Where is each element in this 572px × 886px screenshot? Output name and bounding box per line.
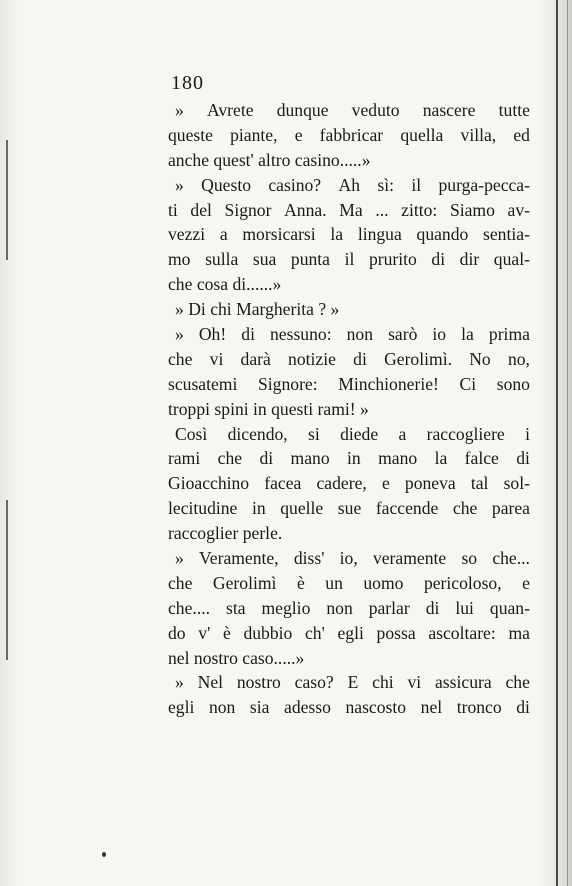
- text-line: queste piante, e fabbricar quella villa, ed: [168, 124, 530, 145]
- text-line: lecitudine in quelle sue faccende che parea: [168, 498, 530, 519]
- text-line: Così dicendo, si diede a raccogliere i: [175, 423, 530, 444]
- text-line: scusatemi Signore: Minchionerie! Ci sono: [168, 373, 530, 394]
- text-line: nel nostro caso.....»: [168, 647, 305, 668]
- text-line: che vi darà notizie di Gerolimì. No no,: [168, 348, 530, 369]
- text-line: raccoglier perle.: [168, 523, 283, 544]
- text-line: che Gerolimì è un uomo pericoloso, e: [168, 572, 530, 593]
- text-line: anche quest' altro casino.....»: [168, 149, 371, 170]
- ink-speck: [102, 852, 106, 857]
- text-line: » Avrete dunque veduto nascere tutte: [175, 100, 530, 120]
- text-line: vezzi a morsicarsi la lingua quando sentia-: [168, 224, 530, 245]
- text-line: mo sulla sua punta il prurito di dir qual-: [168, 249, 530, 270]
- text-line: » Di chi Margherita ? »: [175, 299, 340, 320]
- text-line: do v' è dubbio ch' egli possa ascoltare: ma: [168, 622, 530, 643]
- binding-mark: [6, 500, 8, 660]
- text-line: » Questo casino? Ah sì: il purga-pecca-: [175, 174, 530, 195]
- text-line: troppi spini in questi rami! »: [168, 398, 369, 419]
- page-edge-line: [567, 0, 568, 886]
- text-line: rami che di mano in mano la falce di: [168, 448, 530, 469]
- text-line: egli non sia adesso nascosto nel tronco di: [168, 697, 530, 718]
- text-line: » Nel nostro caso? E chi vi assicura che: [175, 672, 530, 693]
- text-line: » Veramente, diss' io, veramente so che...: [175, 548, 530, 569]
- text-line: Gioacchino facea cadere, e poneva tal sol-: [168, 473, 530, 494]
- body-text: [168, 98, 530, 720]
- text-line: che.... sta meglio non parlar di lui quan-: [168, 597, 530, 618]
- page-number: 180: [171, 72, 204, 94]
- binding-mark: [6, 140, 8, 260]
- text-line: » Oh! di nessuno: non sarò io la prima: [175, 324, 530, 345]
- text-line: che cosa di......»: [168, 274, 282, 295]
- text-line: ti del Signor Anna. Ma ... zitto: Siamo av-: [168, 199, 530, 220]
- page-edge-shadow: [556, 0, 558, 886]
